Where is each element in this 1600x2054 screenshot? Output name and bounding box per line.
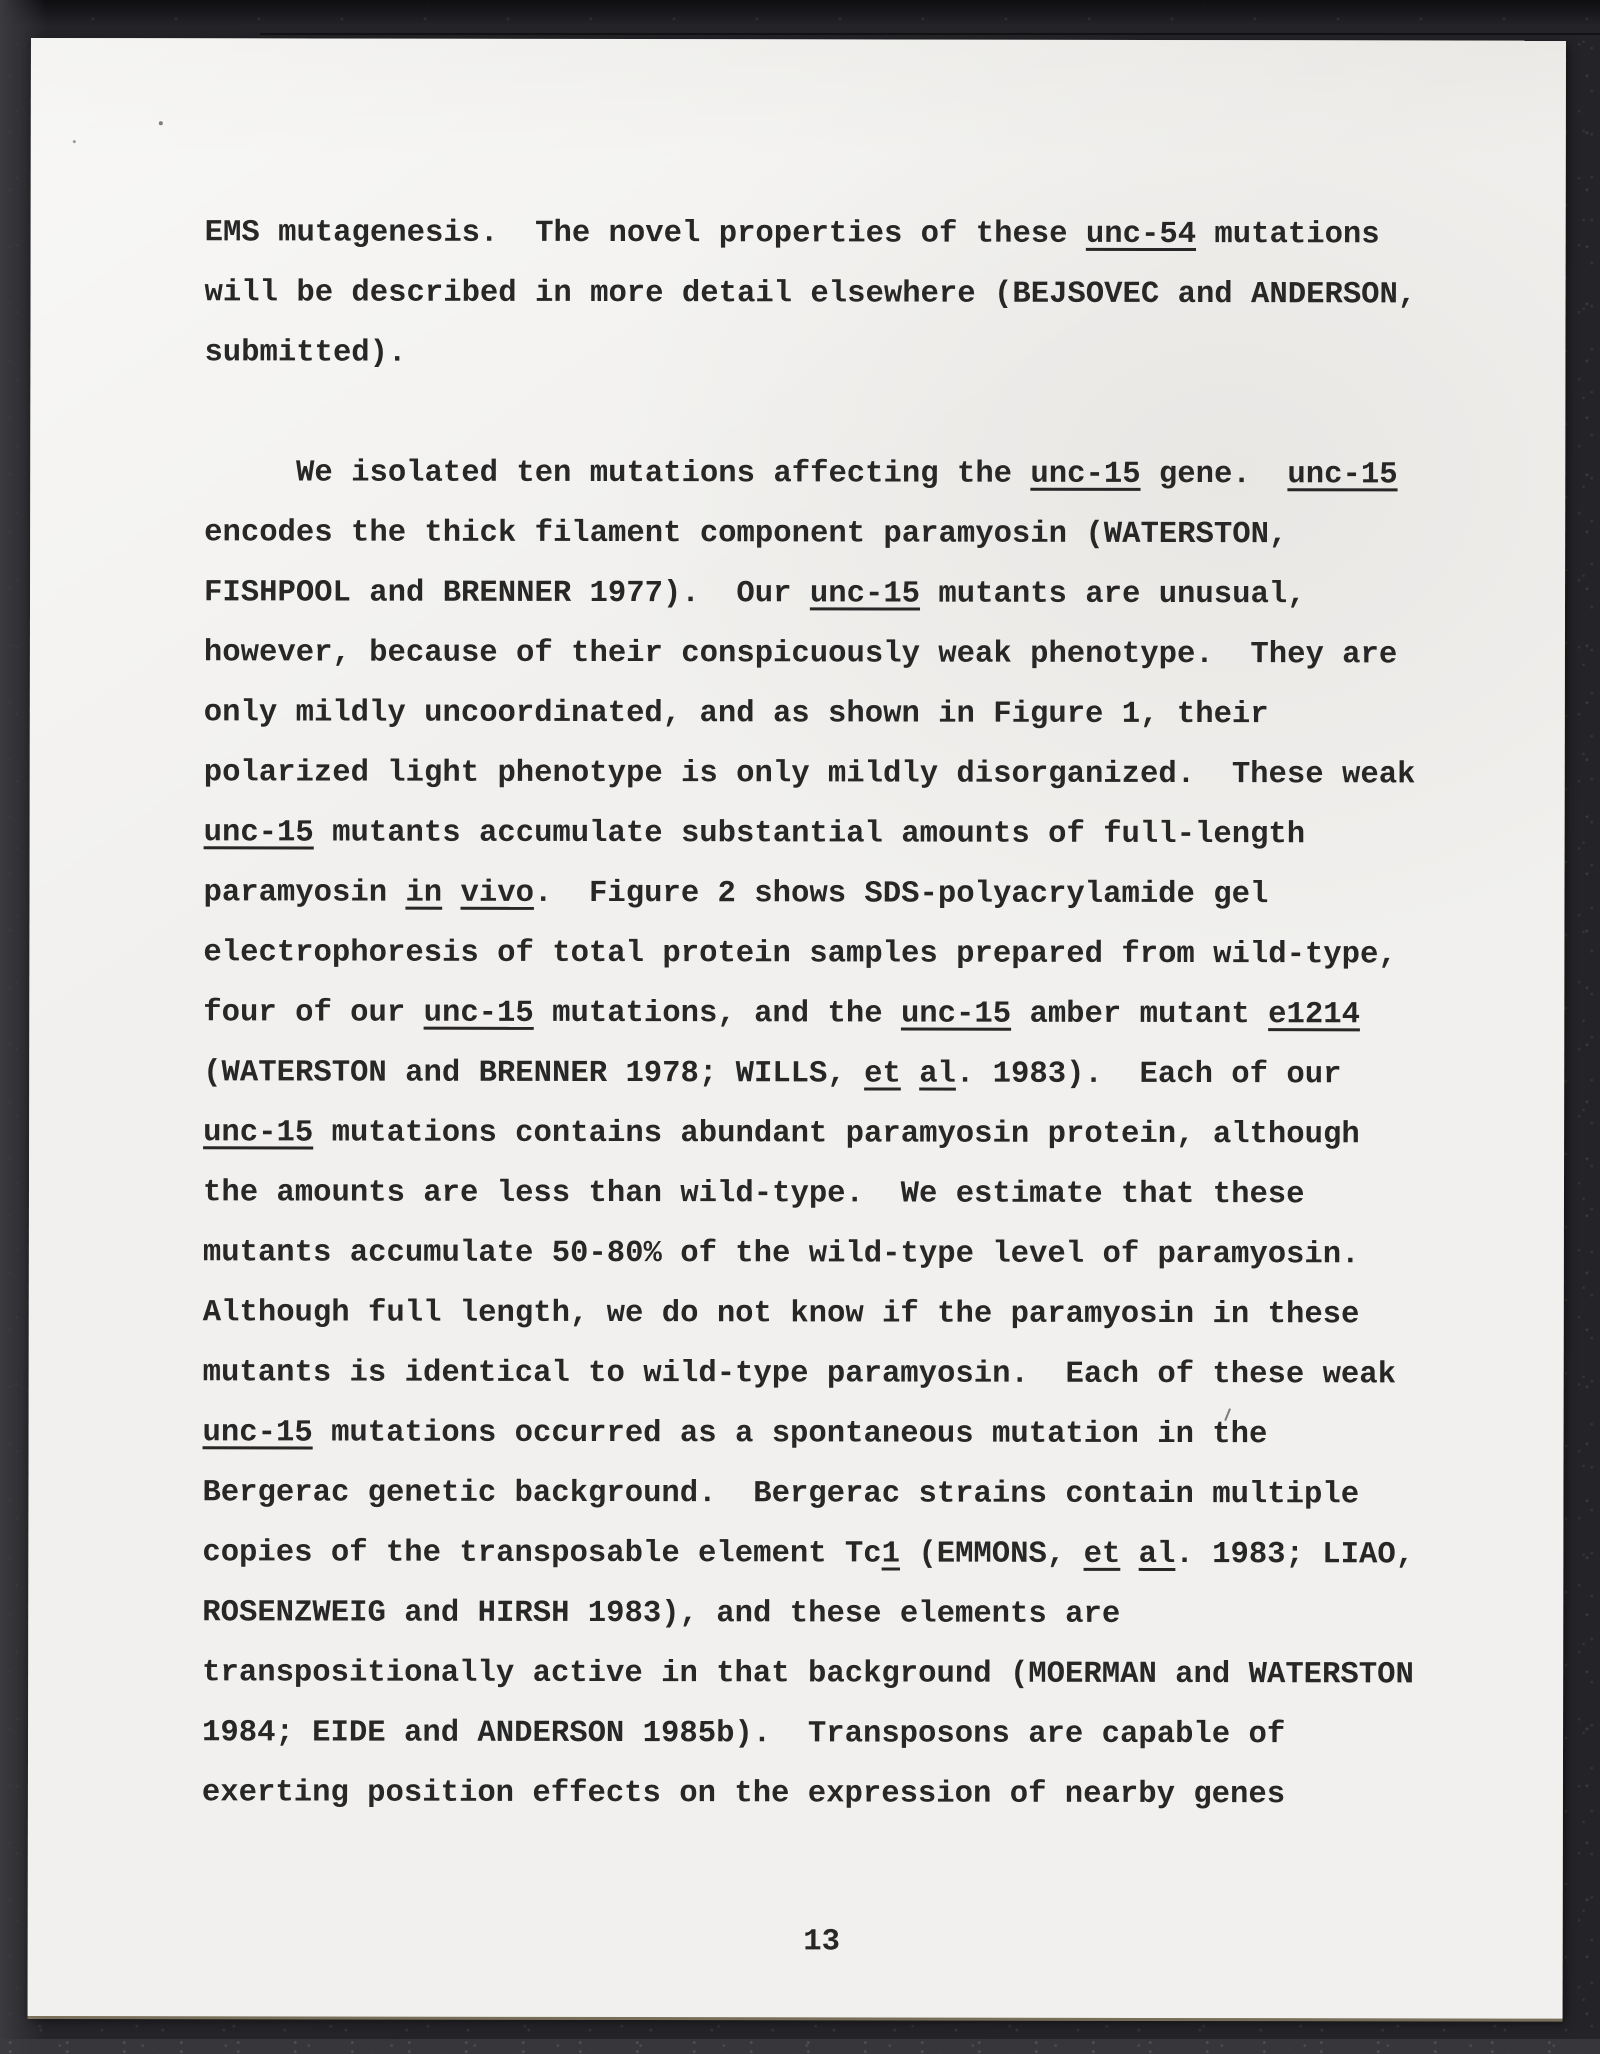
text-segment: (EMMONS, xyxy=(899,1537,1084,1572)
text-segment: ROSENZWEIG and HIRSH 1983), and these elements are xyxy=(202,1596,1121,1632)
text-segment: Bergerac genetic background. Bergerac strains contain multiple xyxy=(202,1476,1360,1513)
text-segment: polarized light phenotype is only mildly disorganized. These weak xyxy=(203,756,1416,793)
text-line xyxy=(203,1043,1443,1105)
text-line xyxy=(203,1163,1443,1225)
paper-speck xyxy=(159,121,163,125)
text-line xyxy=(204,743,1444,805)
text-segment: mutations xyxy=(1196,218,1380,253)
underlined-term: unc-15 xyxy=(1030,457,1141,492)
text-segment xyxy=(1120,1538,1138,1572)
text-segment: . 1983; LIAO, xyxy=(1175,1537,1415,1573)
underlined-term: et xyxy=(864,1057,901,1092)
text-segment: (WATERSTON and BRENNER 1978; WILLS, xyxy=(203,1056,865,1092)
text-segment: . 1983). Each of our xyxy=(955,1057,1342,1093)
text-segment: only mildly uncoordinated, and as shown in Figure 1, their xyxy=(203,696,1269,733)
underlined-term: 1 xyxy=(881,1537,901,1572)
text-line xyxy=(203,1223,1443,1285)
text-line xyxy=(204,443,1444,505)
underlined-term: vivo xyxy=(460,876,535,911)
underlined-term: unc-54 xyxy=(1085,217,1197,253)
body-text xyxy=(202,203,1445,1825)
text-segment xyxy=(901,1058,919,1092)
text-segment: exerting position effects on the expression of nearby genes xyxy=(201,1776,1286,1813)
manuscript-page xyxy=(28,38,1566,2019)
underlined-term: unc-15 xyxy=(809,577,921,612)
underlined-term: unc-15 xyxy=(1287,458,1398,493)
text-segment: mutations, and the xyxy=(533,996,901,1032)
page-number: 13 xyxy=(803,1925,841,1960)
text-line xyxy=(202,1583,1442,1645)
text-segment: mutants is identical to wild-type paramyosin. Each of these weak xyxy=(202,1356,1397,1393)
text-line xyxy=(203,1103,1443,1165)
text-segment: 1984; EIDE and ANDERSON 1985b). Transposons are capable of xyxy=(202,1716,1286,1753)
text-line xyxy=(205,263,1445,325)
text-segment: mutations contains abundant paramyosin protein, although xyxy=(313,1116,1360,1153)
text-line xyxy=(204,623,1444,685)
text-segment: Although full length, we do not know if the paramyosin in these xyxy=(202,1296,1360,1333)
text-line xyxy=(204,683,1444,745)
text-line xyxy=(204,503,1444,565)
text-line xyxy=(203,983,1443,1045)
text-segment: mutants are unusual, xyxy=(920,577,1306,613)
blank-line xyxy=(204,383,1444,445)
text-segment: We isolated ten mutations affecting the xyxy=(204,456,1031,492)
underlined-term: al xyxy=(919,1057,956,1092)
text-segment: mutants accumulate 50-80% of the wild-type level of paramyosin. xyxy=(202,1236,1360,1273)
underlined-term: al xyxy=(1138,1537,1176,1572)
text-line xyxy=(203,923,1443,985)
text-line xyxy=(202,1643,1442,1705)
text-line xyxy=(204,803,1444,865)
underlined-term: unc-15 xyxy=(203,816,314,851)
text-segment: gene. xyxy=(1140,457,1288,493)
underlined-term: unc-15 xyxy=(423,996,534,1031)
text-segment: the amounts are less than wild-type. We estimate that these xyxy=(202,1176,1305,1213)
text-segment: electrophoresis of total protein samples prepared from wild-type, xyxy=(203,936,1397,973)
scan-background-seam xyxy=(260,33,1600,35)
text-line xyxy=(203,1283,1443,1345)
text-segment: encodes the thick filament component paramyosin (WATERSTON, xyxy=(204,516,1288,553)
underlined-term: et xyxy=(1083,1537,1121,1572)
text-line xyxy=(203,1403,1443,1465)
underlined-term: unc-15 xyxy=(900,997,1012,1032)
underlined-term: in xyxy=(405,876,443,911)
text-segment: amber mutant xyxy=(1011,997,1269,1033)
text-line xyxy=(202,1523,1442,1585)
text-line xyxy=(202,1763,1442,1825)
text-segment: will be described in more detail elsewhere (BEJSOVEC and ANDERSON, xyxy=(204,276,1417,313)
text-line xyxy=(204,323,1444,385)
text-segment: submitted). xyxy=(204,336,407,371)
text-segment: copies of the transposable element Tc xyxy=(202,1536,882,1572)
text-line xyxy=(205,203,1445,265)
text-line xyxy=(204,563,1444,625)
underlined-term: e1214 xyxy=(1268,998,1360,1033)
text-segment xyxy=(442,877,460,911)
text-segment: paramyosin xyxy=(203,876,406,911)
text-segment: . Figure 2 shows SDS-polyacrylamide gel xyxy=(533,876,1269,913)
text-line xyxy=(202,1463,1442,1525)
paper-speck xyxy=(73,140,76,143)
text-segment: transpositionally active in that background (MOERMAN and WATERSTON xyxy=(202,1656,1414,1693)
text-line xyxy=(203,863,1443,925)
text-segment: FISHPOOL and BRENNER 1977). Our xyxy=(204,576,810,612)
underlined-term: unc-15 xyxy=(203,1116,314,1151)
scan-background-bottom-strip xyxy=(0,2039,1600,2054)
text-segment: however, because of their conspicuously weak phenotype. They are xyxy=(203,636,1398,673)
text-segment: mutants accumulate substantial amounts of full-length xyxy=(313,816,1306,853)
text-segment: mutations occurred as a spontaneous mutation in the xyxy=(312,1416,1268,1453)
underlined-term: unc-15 xyxy=(202,1416,313,1451)
text-line xyxy=(202,1703,1442,1765)
text-segment: EMS mutagenesis. The novel properties of these xyxy=(204,216,1086,252)
text-line xyxy=(203,1343,1443,1405)
text-segment: four of our xyxy=(203,996,424,1031)
